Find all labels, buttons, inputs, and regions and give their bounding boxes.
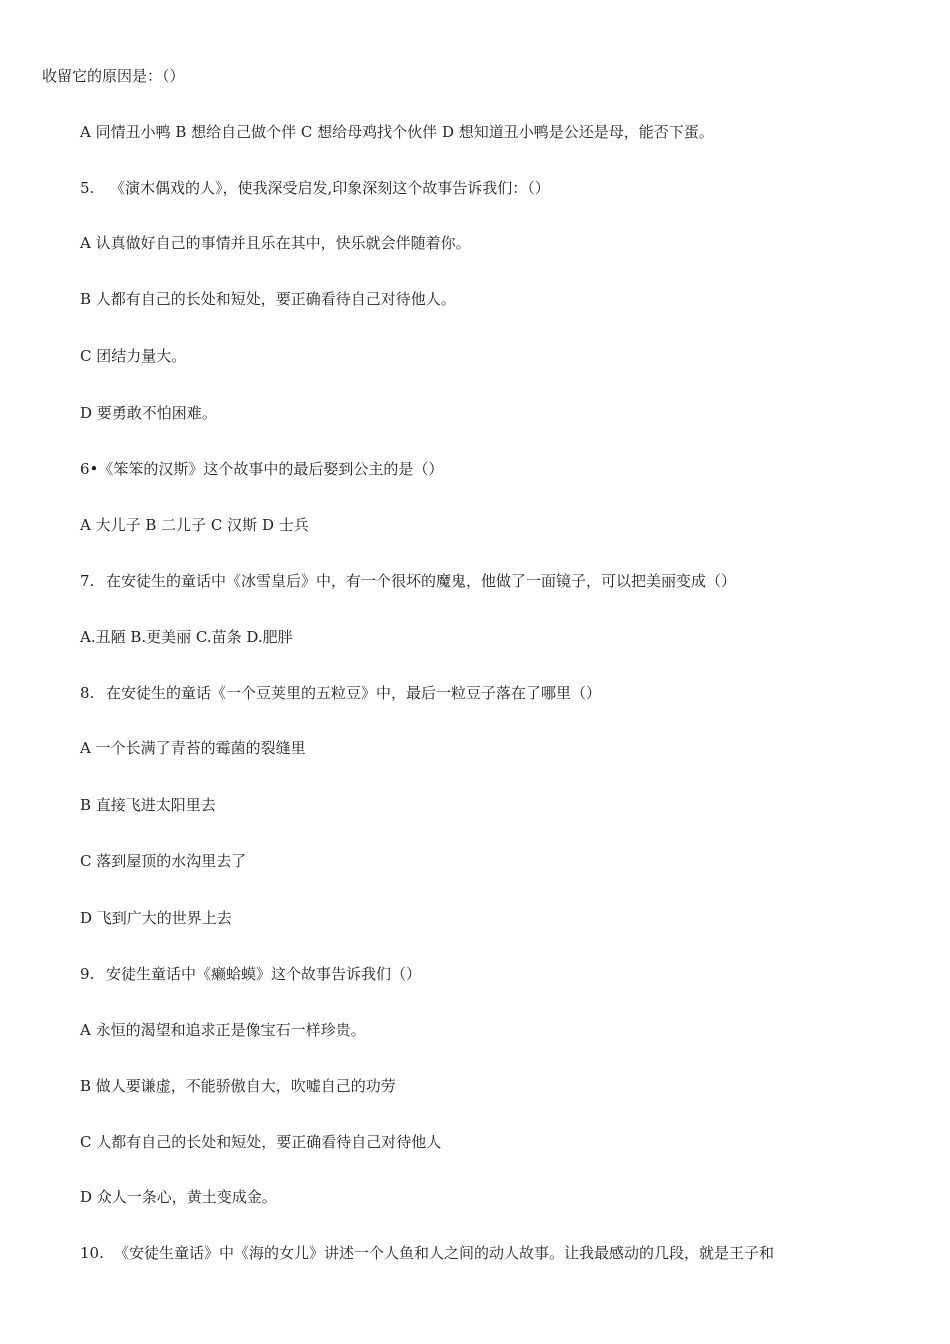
question-5 — [80, 178, 550, 198]
question-5-option-c: C 团结力量大。 — [80, 347, 187, 365]
question-number: 8. — [80, 684, 95, 702]
question-8-option-c: C 落到屋顶的水沟里去了 — [80, 852, 247, 870]
question-number: 5. — [80, 179, 95, 197]
question-8-option-d: D 飞到广大的世界上去 — [80, 909, 232, 927]
question-10 — [80, 1243, 774, 1263]
question-text: 《演木偶戏的人》，使我深受启发,印象深刻这个故事告诉我们：（） — [110, 179, 550, 197]
question-9-option-a: A 永恒的渴望和追求正是像宝石一样珍贵。 — [80, 1021, 366, 1039]
question-intro-text: 收留它的原因是：（） — [42, 67, 185, 85]
question-6-options: A 大儿子 B 二儿子 C 汉斯 D 士兵 — [80, 516, 309, 534]
question-9 — [80, 964, 421, 984]
question-9-option-d: D 众人一条心，黄土变成金。 — [80, 1188, 277, 1206]
question-5-option-a: A 认真做好自己的事情并且乐在其中，快乐就会伴随着你。 — [80, 234, 471, 252]
question-text: 安徒生童话中《癞蛤蟆》这个故事告诉我们（） — [106, 965, 422, 983]
question-5-option-d: D 要勇敢不怕困难。 — [80, 404, 217, 422]
question-9-option-b: B 做人要谦虚，不能骄傲自大，吹嘘自己的功劳 — [80, 1077, 396, 1095]
question-text: 在安徒生的童话中《冰雪皇后》中，有一个很坏的魔鬼，他做了一面镜子，可以把美丽变成（） — [106, 572, 737, 590]
question-8-option-a: A 一个长满了青苔的霉菌的裂缝里 — [80, 739, 306, 757]
question-text: 《安徒生童话》中《海的女儿》讲述一个人鱼和人之间的动人故事。让我最感动的几段，就是王子和 — [114, 1244, 775, 1262]
question-8-option-b: B 直接飞进太阳里去 — [80, 796, 216, 814]
question-6: 6•《笨笨的汉斯》这个故事中的最后娶到公主的是（） — [80, 460, 444, 478]
question-4-options: A 同情丑小鸭 B 想给自己做个伴 C 想给母鸡找个伙伴 D 想知道丑小鸭是公还是母，能否下蛋。 — [80, 123, 714, 141]
question-9-option-c: C 人都有自己的长处和短处，要正确看待自己对待他人 — [80, 1133, 442, 1151]
question-7 — [80, 571, 736, 591]
question-8 — [80, 683, 601, 703]
question-number: 9. — [80, 965, 95, 983]
question-text: 在安徒生的童话《一个豆荚里的五粒豆》中，最后一粒豆子落在了哪里（） — [106, 684, 602, 702]
question-5-option-b: B 人都有自己的长处和短处，要正确看待自己对待他人。 — [80, 290, 456, 308]
question-7-options: A.丑陋 B.更美丽 C.苗条 D.肥胖 — [80, 628, 293, 646]
question-number: 7. — [80, 572, 95, 590]
question-number: 10. — [80, 1244, 104, 1262]
